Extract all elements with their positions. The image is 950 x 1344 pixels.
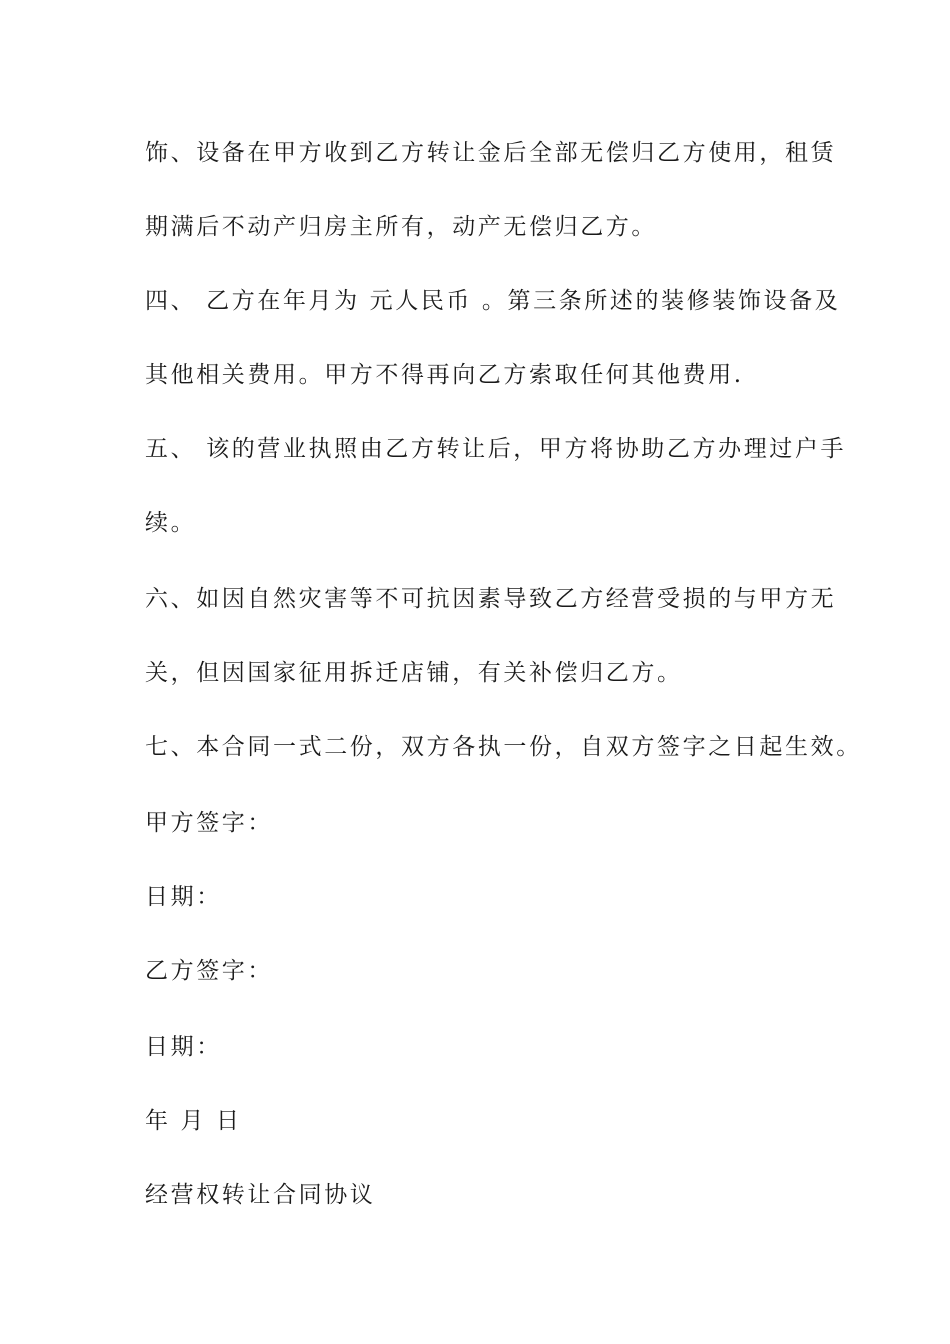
clause-seven: 七、本合同一式二份，双方各执一份，自双方签字之日起生效。 [145,734,862,760]
clause-five-line-1: 五、 该的营业执照由乙方转让后，甲方将协助乙方办理过户手 [145,436,847,462]
clause-six-line-1: 六、如因自然灾害等不可抗因素导致乙方经营受损的与甲方无 [145,586,837,612]
clause-three-continued-line-1: 饰、设备在甲方收到乙方转让金后全部无偿归乙方使用，租赁 [145,140,837,166]
party-b-date-label: 日期： [145,1034,222,1060]
party-a-signature-label: 甲方签字： [145,810,273,836]
clause-six-line-2: 关，但因国家征用拆迁店铺，有关补偿归乙方。 [145,660,683,686]
clause-four-line-2: 其他相关费用。甲方不得再向乙方索取任何其他费用. [145,362,744,388]
date-placeholder: 年 月 日 [145,1108,242,1134]
clause-four-line-1: 四、 乙方在年月为 元人民币 。第三条所述的装修装饰设备及 [145,288,841,314]
clause-five-line-2: 续。 [145,510,197,536]
party-a-date-label: 日期： [145,884,222,910]
clause-three-continued-line-2: 期满后不动产归房主所有，动产无偿归乙方。 [145,214,657,240]
next-document-title: 经营权转让合同协议 [145,1182,376,1208]
party-b-signature-label: 乙方签字： [145,958,273,984]
